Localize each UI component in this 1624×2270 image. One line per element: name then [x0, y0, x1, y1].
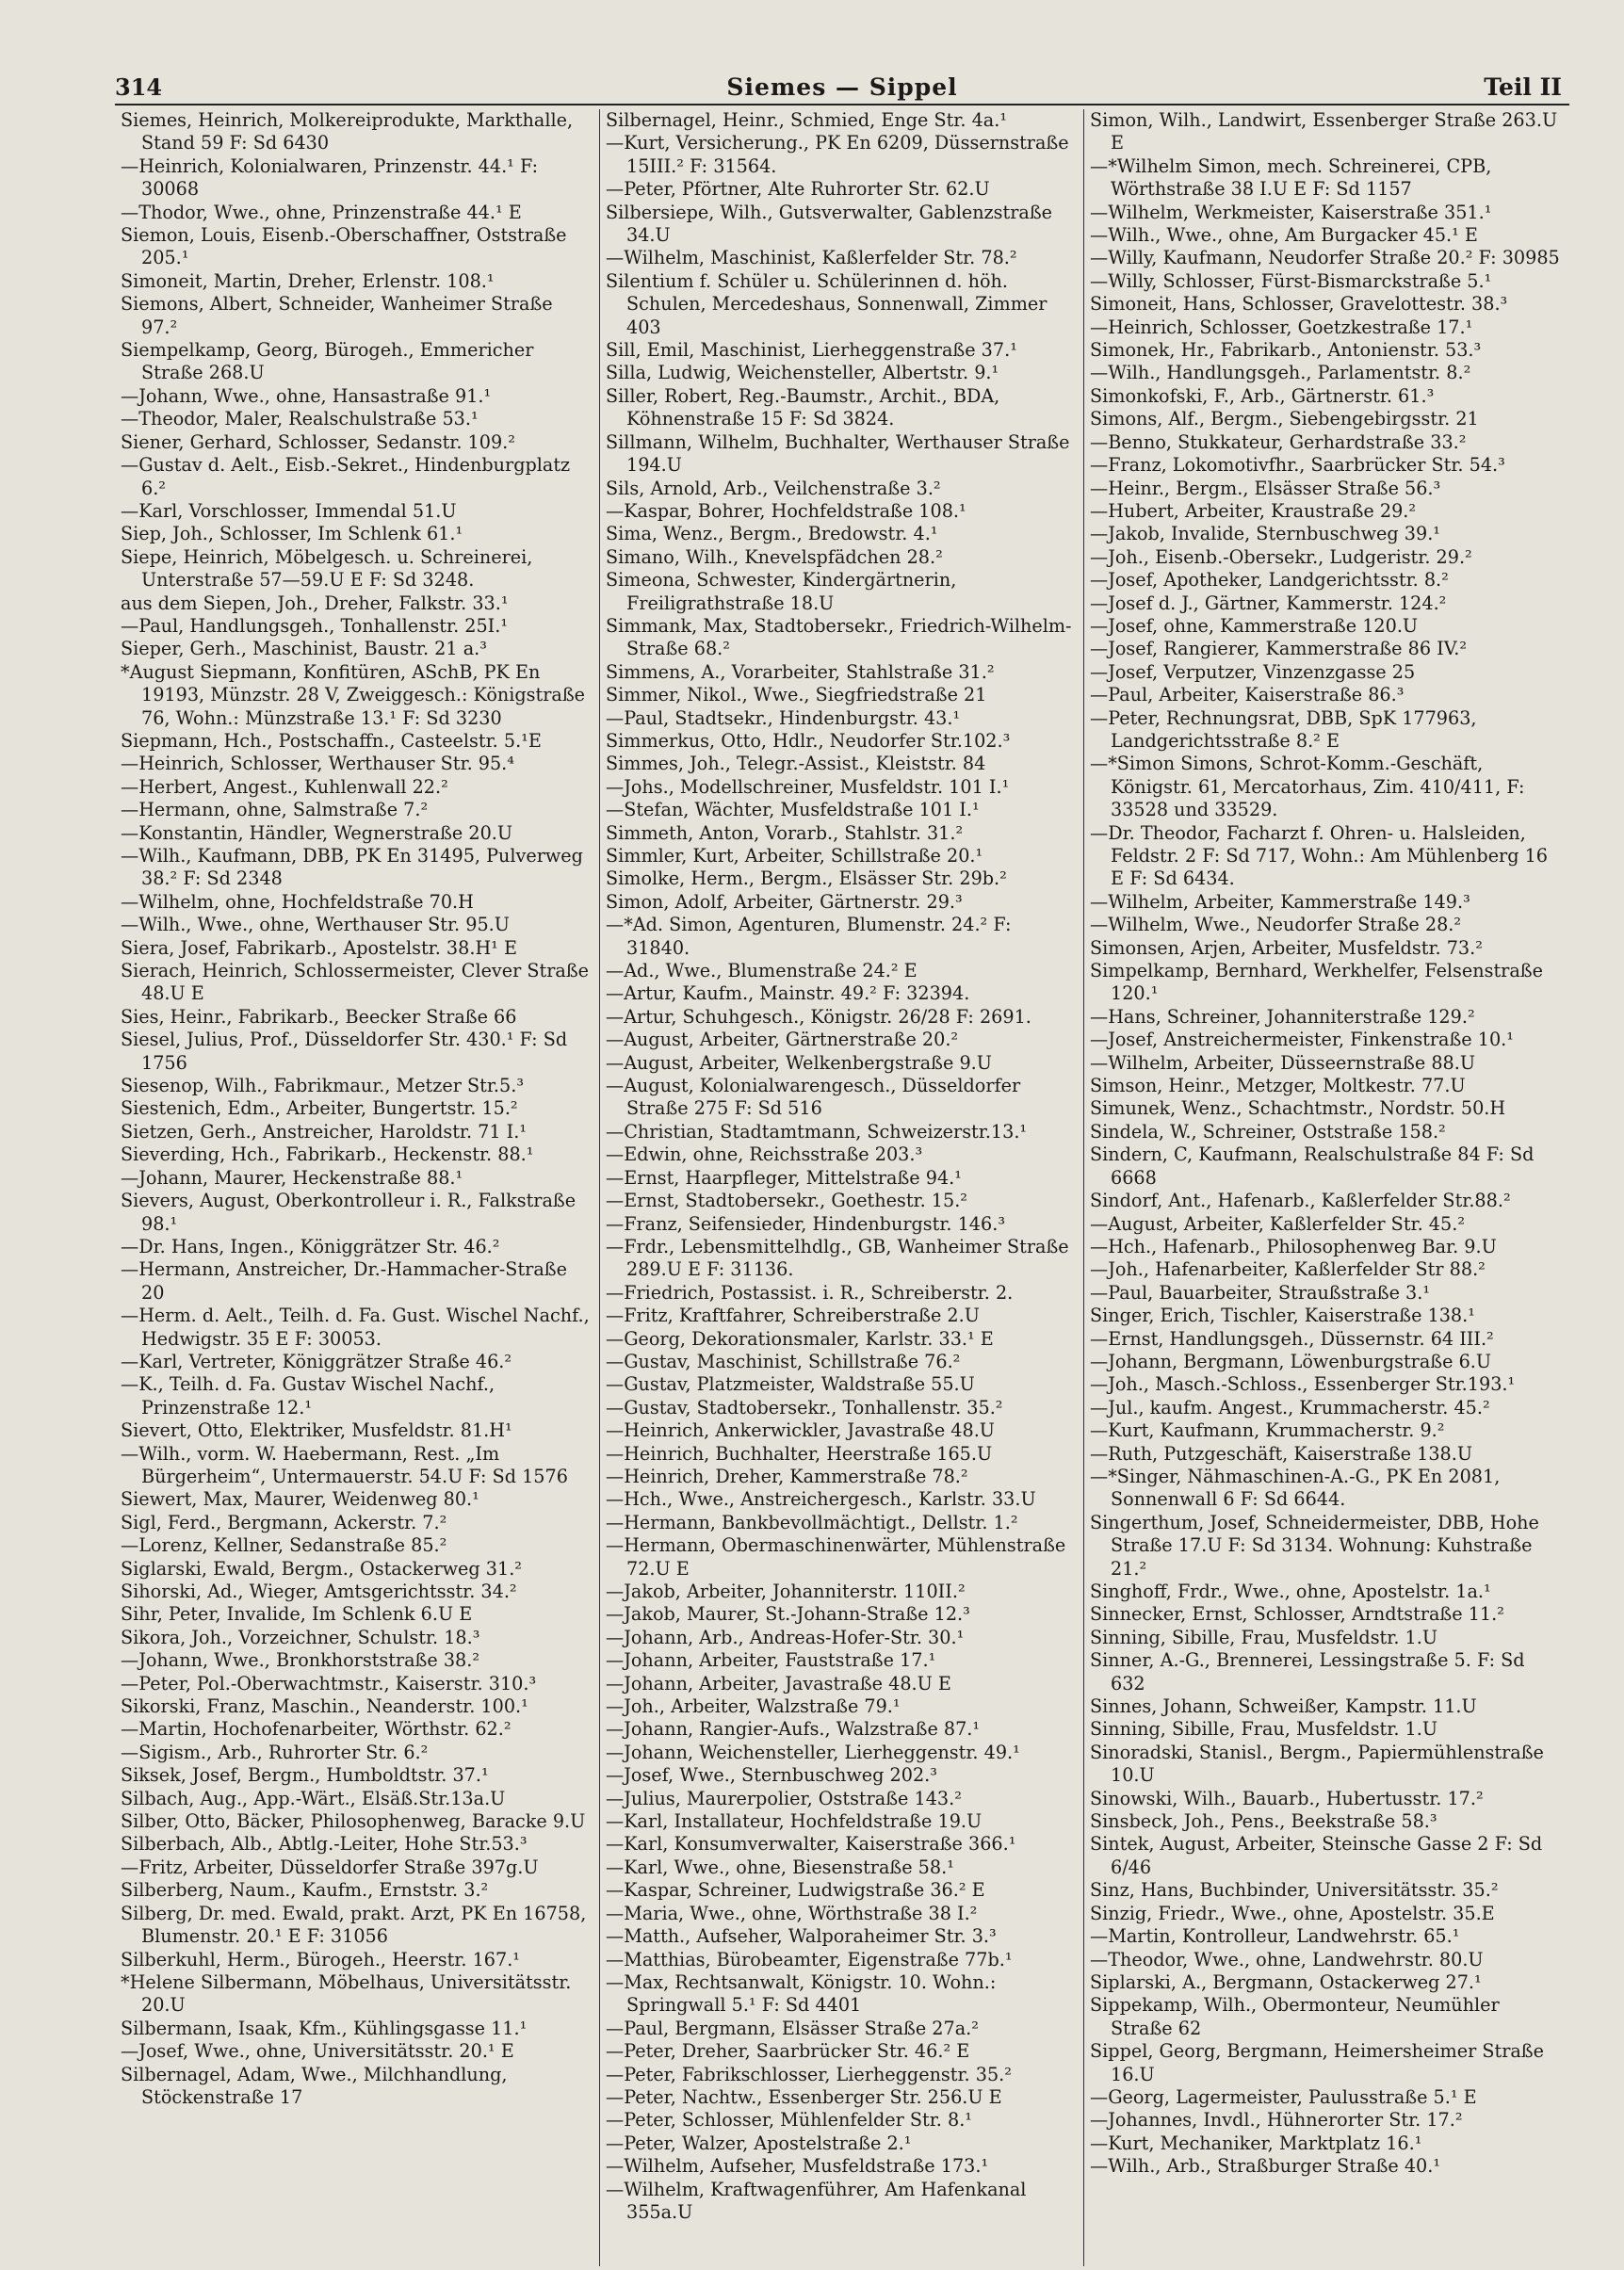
directory-entry: —Frdr., Lebensmittelhdlg., GB, Wanheimer Straße 289.U E F: 31136. — [606, 1235, 1069, 1281]
directory-entry: Silbersiepe, Wilh., Gutsverwalter, Gablenzstraße 34.U — [606, 201, 1052, 247]
directory-entry: —Joh., Arbeiter, Walzstraße 79.¹ — [606, 1695, 901, 1718]
columns — [115, 109, 1569, 2266]
directory-entry: —Wilhelm, Wwe., Neudorfer Straße 28.² — [1090, 914, 1462, 936]
directory-entry: —Johannes, Invdl., Hühnerorter Str. 17.² — [1090, 2109, 1463, 2132]
directory-entry: —*Ad. Simon, Agenturen, Blumenstr. 24.² F: 31840. — [606, 914, 1012, 959]
directory-entry: Simmank, Max, Stadtobersekr., Friedrich-Wilhelm-Straße 68.² — [606, 614, 1072, 660]
directory-entry: Siller, Robert, Reg.-Baumstr., Archit., BDA, Köhnenstraße 15 F: Sd 3824. — [606, 384, 1000, 430]
directory-entry: Sippel, Georg, Bergmann, Heimersheimer Straße 16.U — [1090, 2040, 1544, 2085]
directory-entry: —Wilhelm, ohne, Hochfeldstraße 70.H — [121, 890, 474, 913]
directory-entry: *August Siepmann, Konfitüren, ASchB, PK En 19193, Münzstr. 28 V, Zweiggesch.: Königstraße 76, Wohn.: Münzstraße 13.¹ F: Sd 3230 — [121, 660, 586, 729]
directory-entry: Siemon, Louis, Eisenb.-Oberschaffner, Oststraße 205.¹ — [121, 224, 567, 269]
directory-entry: Sils, Arnold, Arb., Veilchenstraße 3.² — [606, 477, 941, 499]
directory-entry: Singhoff, Frdr., Wwe., ohne, Apostelstr. 1a.¹ — [1090, 1581, 1491, 1602]
directory-entry: —Peter, Rechnungsrat, DBB, SpK 177963, Landgerichtsstraße 8.² E — [1090, 706, 1477, 752]
directory-entry: —Artur, Kaufm., Mainstr. 49.² F: 32394. — [606, 982, 970, 1005]
directory-entry: —Georg, Dekorationsmaler, Karlstr. 33.¹ E — [606, 1327, 994, 1350]
directory-entry: —Matthias, Bürobeamter, Eigenstraße 77b.¹ — [606, 1948, 1013, 1970]
directory-entry: —Paul, Bauarbeiter, Straußstraße 3.¹ — [1090, 1281, 1431, 1304]
directory-entry: —Edwin, ohne, Reichsstraße 203.³ — [606, 1143, 923, 1166]
directory-entry: —Matth., Aufseher, Walporaheimer Str. 3.³ — [606, 1925, 997, 1948]
directory-entry: aus dem Siepen, Joh., Dreher, Falkstr. 33.¹ — [121, 592, 509, 614]
directory-entry: —Lorenz, Kellner, Sedanstraße 85.² — [121, 1534, 447, 1557]
directory-entry: Singer, Erich, Tischler, Kaiserstraße 138.¹ — [1090, 1305, 1475, 1327]
directory-entry: —Kurt, Mechaniker, Marktplatz 16.¹ — [1090, 2132, 1422, 2154]
directory-entry: —Josef, Wwe., Sternbuschweg 202.³ — [606, 1764, 937, 1787]
directory-entry: —Heinrich, Kolonialwaren, Prinzenstr. 44.¹ F: 30068 — [121, 154, 539, 201]
directory-entry: Silentium f. Schüler u. Schülerinnen d. höh. Schulen, Mercedeshaus, Sonnenwall, Zimmer 403 — [606, 269, 1047, 338]
directory-entry: Silbernagel, Heinr., Schmied, Enge Str. 4a.¹ — [606, 109, 1008, 131]
directory-entry: —Kaspar, Schreiner, Ludwigstraße 36.² E — [606, 1879, 985, 1902]
directory-entry: —Johs., Modellschreiner, Musfeldstr. 101 I.¹ — [606, 775, 1010, 798]
directory-entry: —Joh., Hafenarbeiter, Kaßlerfelder Str 88.² — [1090, 1258, 1486, 1281]
directory-entry: —Johann, Bergmann, Löwenburgstraße 6.U — [1090, 1350, 1492, 1372]
directory-entry: —Heinrich, Schlosser, Werthauser Str. 95.⁴ — [121, 753, 514, 775]
directory-entry: —Artur, Schuhgesch., Königstr. 26/28 F: 2691. — [606, 1005, 1031, 1028]
directory-entry: —Jul., kaufm. Angest., Krummacherstr. 45.² — [1090, 1396, 1490, 1419]
directory-entry: —Wilhelm, Arbeiter, Düsseernstraße 88.U — [1090, 1051, 1476, 1074]
directory-entry: —Herm. d. Aelt., Teilh. d. Fa. Gust. Wischel Nachf., Hedwigstr. 35 E F: 30053. — [121, 1305, 590, 1350]
directory-entry: Simunek, Wenz., Schachtmstr., Nordstr. 50.H — [1090, 1097, 1506, 1120]
directory-entry: Simpelkamp, Bernhard, Werkhelfer, Felsenstraße 120.¹ — [1090, 960, 1543, 1005]
directory-entry: —Martin, Kontrolleur, Landwehrstr. 65.¹ — [1090, 1925, 1460, 1948]
directory-entry: Siepe, Heinrich, Möbelgesch. u. Schreinerei, Unterstraße 57—59.U E F: Sd 3248. — [121, 545, 533, 592]
running-title: Siemes — Sippel — [726, 73, 958, 101]
directory-entry: —Wilh., Wwe., ohne, Am Burgacker 45.¹ E — [1090, 224, 1478, 247]
directory-entry: —August, Arbeiter, Kaßlerfelder Str. 45.² — [1090, 1212, 1466, 1235]
directory-entry: —August, Arbeiter, Gärtnerstraße 20.² — [606, 1029, 959, 1051]
directory-entry: —Johann, Maurer, Heckenstraße 88.¹ — [121, 1166, 463, 1189]
directory-entry: —Willy, Schlosser, Fürst-Bismarckstraße 5.¹ — [1090, 269, 1492, 292]
directory-entry: —Peter, Fabrikschlosser, Lierheggenstr. 35.² — [606, 2063, 1012, 2085]
directory-entry: Sihr, Peter, Invalide, Im Schlenk 6.U E — [121, 1603, 473, 1626]
column-right — [1083, 109, 1567, 2266]
directory-entry: Siener, Gerhard, Schlosser, Sedanstr. 109.² — [121, 430, 515, 453]
directory-entry: —Hermann, Bankbevollmächtigt., Dellstr. 1.² — [606, 1511, 1018, 1533]
directory-entry: —August, Kolonialwarengesch., Düsseldorfer Straße 275 F: Sd 516 — [606, 1075, 1021, 1120]
directory-entry: Simolke, Herm., Bergm., Elsässer Str. 29b.² — [606, 867, 1007, 890]
directory-entry: Silberg, Dr. med. Ewald, prakt. Arzt, PK En 16758, Blumenstr. 20.¹ E F: 31056 — [121, 1902, 587, 1948]
directory-entry: Siesenop, Wilh., Fabrikmaur., Metzer Str.5.³ — [121, 1075, 525, 1097]
directory-entry: —Johann, Rangier-Aufs., Walzstraße 87.¹ — [606, 1718, 981, 1741]
directory-entry: Sippekamp, Wilh., Obermonteur, Neumühler Straße 62 — [1090, 1994, 1500, 2039]
directory-entry: —Paul, Handlungsgeh., Tonhallenstr. 25I.¹ — [121, 614, 509, 637]
directory-entry: —Benno, Stukkateur, Gerhardstraße 33.² — [1090, 430, 1467, 453]
directory-entry: —Theodor, Maler, Realschulstraße 53.¹ — [121, 408, 479, 430]
directory-entry: —Hermann, ohne, Salmstraße 7.² — [121, 799, 429, 821]
directory-entry: Sievert, Otto, Elektriker, Musfeldstr. 81.H¹ — [121, 1419, 512, 1442]
directory-entry: Siep, Joh., Schlosser, Im Schlenk 61.¹ — [121, 523, 463, 545]
directory-entry: Siestenich, Edm., Arbeiter, Bungertstr. 15.² — [121, 1097, 518, 1120]
directory-entry: —Ernst, Stadtobersekr., Goethestr. 15.² — [606, 1190, 968, 1212]
directory-entry: —Wilhelm, Arbeiter, Kammerstraße 149.³ — [1090, 890, 1470, 913]
directory-entry: —Ernst, Haarpfleger, Mittelstraße 94.¹ — [606, 1166, 962, 1189]
directory-entry: —Franz, Seifensieder, Hindenburgstr. 146.³ — [606, 1212, 1006, 1235]
directory-entry: —Wilhelm, Maschinist, Kaßlerfelder Str. 78.² — [606, 247, 1017, 269]
directory-entry: —Johann, Arb., Andreas-Hofer-Str. 30.¹ — [606, 1626, 965, 1648]
directory-entry: —August, Arbeiter, Welkenbergstraße 9.U — [606, 1051, 992, 1074]
directory-entry: Simmens, A., Vorarbeiter, Stahlstraße 31.² — [606, 660, 995, 683]
directory-entry: Sillmann, Wilhelm, Buchhalter, Werthauser Straße 194.U — [606, 430, 1070, 477]
part-label: Teil II — [1484, 73, 1562, 101]
directory-entry: Sinzig, Friedr., Wwe., ohne, Apostelstr. 35.E — [1090, 1902, 1495, 1924]
directory-entry: Sihorski, Ad., Wieger, Amtsgerichtsstr. 34.² — [121, 1581, 517, 1602]
directory-entry: Sies, Heinr., Fabrikarb., Beecker Straße 66 — [121, 1005, 517, 1028]
directory-entry: Siksek, Josef, Bergm., Humboldtstr. 37.¹ — [121, 1764, 489, 1787]
directory-entry: —Wilh., Kaufmann, DBB, PK En 31495, Pulverweg 38.² F: Sd 2348 — [121, 845, 583, 890]
directory-entry: —Paul, Arbeiter, Kaiserstraße 86.³ — [1090, 684, 1405, 706]
directory-entry: Simons, Alf., Bergm., Siebengebirgsstr. 21 — [1090, 408, 1479, 430]
column-left — [115, 109, 599, 2266]
directory-entry: —Wilh., Handlungsgeh., Parlamentstr. 8.² — [1090, 362, 1471, 384]
directory-entry: Sievers, August, Oberkontrolleur i. R., Falkstraße 98.¹ — [121, 1190, 577, 1235]
directory-entry: —Heinrich, Schlosser, Goetzkestraße 17.¹ — [1090, 316, 1473, 338]
directory-entry: Simonkofski, F., Arb., Gärtnerstr. 61.³ — [1090, 384, 1435, 407]
directory-entry: —Joh., Eisenb.-Obersekr., Ludgeristr. 29.² — [1090, 545, 1472, 568]
directory-entry: —Kurt, Kaufmann, Krummacherstr. 9.² — [1090, 1419, 1445, 1442]
directory-entry: —Hubert, Arbeiter, Kraustraße 29.² — [1090, 499, 1417, 522]
directory-entry: —Joh., Masch.-Schloss., Essenberger Str.193.¹ — [1090, 1373, 1516, 1396]
directory-entry: Simson, Heinr., Metzger, Moltkestr. 77.U — [1090, 1075, 1466, 1097]
directory-entry: Sigl, Ferd., Bergmann, Ackerstr. 7.² — [121, 1511, 447, 1533]
directory-entry: Sindela, W., Schreiner, Oststraße 158.² — [1090, 1120, 1446, 1143]
directory-entry: —Wilh., Wwe., ohne, Werthauser Str. 95.U — [121, 914, 510, 936]
directory-entry: —Herbert, Angest., Kuhlenwall 22.² — [121, 775, 448, 798]
directory-entry: —Wilh., vorm. W. Haebermann, Rest. „Im Bürgerheim“, Untermauerstr. 54.U F: Sd 1576 — [121, 1442, 568, 1487]
directory-entry: —*Simon Simons, Schrot-Komm.-Geschäft, Königstr. 61, Mercatorhaus, Zim. 410/411, F: 33528 und 33529. — [1090, 753, 1525, 821]
directory-entry: Siemes, Heinrich, Molkereiprodukte, Markthalle, Stand 59 F: Sd 6430 — [121, 109, 574, 154]
directory-entry: Sintek, August, Arbeiter, Steinsche Gasse 2 F: Sd 6/46 — [1090, 1833, 1543, 1878]
directory-entry: Siplarski, A., Bergmann, Ostackerweg 27.¹ — [1090, 1970, 1482, 1993]
directory-entry: —Hans, Schreiner, Johanniterstraße 129.² — [1090, 1005, 1475, 1028]
directory-entry: —Karl, Wwe., ohne, Biesenstraße 58.¹ — [606, 1856, 954, 1878]
directory-entry: —Peter, Walzer, Apostelstraße 2.¹ — [606, 2132, 912, 2154]
directory-entry: —Josef, Wwe., ohne, Universitätsstr. 20.¹ E — [121, 2040, 514, 2063]
directory-entry: Siepmann, Hch., Postschaffn., Casteelstr. 5.¹E — [121, 729, 542, 752]
directory-entry: —Wilhelm, Kraftwagenführer, Am Hafenkanal 355a.U — [606, 2178, 1027, 2223]
directory-entry: —Gustav, Stadtobersekr., Tonhallenstr. 35.² — [606, 1396, 1003, 1419]
directory-entry: —Heinrich, Buchhalter, Heerstraße 165.U — [606, 1442, 993, 1465]
directory-entry: —Wilhelm, Werkmeister, Kaiserstraße 351.¹ — [1090, 201, 1492, 223]
directory-entry: Silberberg, Naum., Kaufm., Ernststr. 3.² — [121, 1879, 489, 1902]
directory-entry: Sinsbeck, Joh., Pens., Beekstraße 58.³ — [1090, 1810, 1437, 1833]
directory-entry: —Heinr., Bergm., Elsässer Straße 56.³ — [1090, 477, 1441, 499]
directory-entry: Sill, Emil, Maschinist, Lierheggenstraße 37.¹ — [606, 339, 1017, 362]
directory-entry: —K., Teilh. d. Fa. Gustav Wischel Nachf., Prinzenstraße 12.¹ — [121, 1373, 495, 1419]
directory-entry: —Paul, Bergmann, Elsässer Straße 27a.² — [606, 2017, 979, 2039]
directory-entry: Siglarski, Ewald, Bergm., Ostackerweg 31.² — [121, 1557, 523, 1580]
directory-entry: —Johann, Weichensteller, Lierheggenstr. 49.¹ — [606, 1741, 1020, 1763]
directory-entry: Silbermann, Isaak, Kfm., Kühlingsgasse 11.¹ — [121, 2017, 528, 2039]
directory-entry: Siempelkamp, Georg, Bürogeh., Emmericher Straße 268.U — [121, 339, 534, 384]
directory-entry: Silbernagel, Adam, Wwe., Milchhandlung, Stöckenstraße 17 — [121, 2063, 508, 2108]
directory-entry: Singerthum, Josef, Schneidermeister, DBB, Hohe Straße 17.U F: Sd 3134. Wohnung: Kuhstraße 21.² — [1090, 1511, 1539, 1580]
directory-entry: Simon, Adolf, Arbeiter, Gärtnerstr. 29.³ — [606, 890, 963, 913]
directory-entry: —Gustav, Maschinist, Schillstraße 76.² — [606, 1350, 961, 1372]
directory-entry: —Peter, Dreher, Saarbrücker Str. 46.² E — [606, 2040, 970, 2063]
directory-entry: —Josef, Verputzer, Vinzenzgasse 25 — [1090, 660, 1416, 683]
directory-entry: Sieverding, Hch., Fabrikarb., Heckenstr. 88.¹ — [121, 1143, 534, 1166]
directory-entry: —Josef, Anstreichermeister, Finkenstraße 10.¹ — [1090, 1029, 1514, 1051]
directory-entry: —Josef d. J., Gärtner, Kammerstr. 124.² — [1090, 592, 1447, 614]
directory-entry: Sindern, C, Kaufmann, Realschulstraße 84 F: Sd 6668 — [1090, 1143, 1535, 1189]
directory-entry: Silber, Otto, Bäcker, Philosophenweg, Baracke 9.U — [121, 1810, 586, 1833]
directory-entry: —Hch., Wwe., Anstreichergesch., Karlstr. 33.U — [606, 1488, 1036, 1511]
directory-entry: —Karl, Vertreter, Königgrätzer Straße 46.² — [121, 1350, 512, 1372]
directory-entry: —Johann, Wwe., ohne, Hansastraße 91.¹ — [121, 384, 492, 407]
directory-entry: —Peter, Pol.-Oberwachtmstr., Kaiserstr. 310.³ — [121, 1672, 537, 1694]
directory-entry: —Christian, Stadtamtmann, Schweizerstr.13.¹ — [606, 1120, 1028, 1143]
directory-entry: —Karl, Konsumverwalter, Kaiserstraße 366.¹ — [606, 1833, 1016, 1856]
directory-entry: —Josef, Apotheker, Landgerichtsstr. 8.² — [1090, 569, 1449, 592]
column-middle — [599, 109, 1083, 2266]
directory-entry: —Georg, Lagermeister, Paulusstraße 5.¹ E — [1090, 2085, 1477, 2108]
directory-entry: Sieper, Gerh., Maschinist, Baustr. 21 a.³ — [121, 638, 487, 660]
directory-entry: —Hermann, Obermaschinenwärter, Mühlenstraße 72.U E — [606, 1534, 1066, 1580]
directory-entry: Siewert, Max, Maurer, Weidenweg 80.¹ — [121, 1488, 479, 1511]
directory-entry: —Martin, Hochofenarbeiter, Wörthstr. 62.² — [121, 1718, 512, 1741]
directory-entry: —Gustav d. Aelt., Eisb.-Sekret., Hindenburgplatz 6.² — [121, 454, 571, 499]
directory-entry: —Gustav, Platzmeister, Waldstraße 55.U — [606, 1373, 975, 1396]
directory-entry: —Josef, Rangierer, Kammerstraße 86 IV.² — [1090, 638, 1468, 660]
directory-entry: Simmerkus, Otto, Hdlr., Neudorfer Str.102.³ — [606, 729, 1011, 752]
directory-entry: —Fritz, Arbeiter, Düsseldorfer Straße 397g.U — [121, 1856, 539, 1878]
directory-entry: —Paul, Stadtsekr., Hindenburgstr. 43.¹ — [606, 706, 961, 729]
directory-entry: —Josef, ohne, Kammerstraße 120.U — [1090, 614, 1419, 637]
directory-entry: Sikora, Joh., Vorzeichner, Schulstr. 18.³ — [121, 1626, 480, 1648]
directory-entry: —*Singer, Nähmaschinen-A.-G., PK En 2081, Sonnenwall 6 F: Sd 6644. — [1090, 1465, 1501, 1511]
directory-entry: —Peter, Pförtner, Alte Ruhrorter Str. 62.U — [606, 178, 990, 201]
directory-entry: —Max, Rechtsanwalt, Königstr. 10. Wohn.: Springwall 5.¹ F: Sd 4401 — [606, 1970, 997, 2017]
directory-entry: —Julius, Maurerpolier, Oststraße 143.² — [606, 1787, 962, 1809]
directory-entry: Silberkuhl, Herm., Bürogeh., Heerstr. 167.¹ — [121, 1948, 520, 1970]
directory-entry: Sindorf, Ant., Hafenarb., Kaßlerfelder Str.88.² — [1090, 1190, 1511, 1212]
directory-entry: Sierach, Heinrich, Schlossermeister, Clever Straße 48.U E — [121, 960, 590, 1005]
directory-entry: —Johann, Arbeiter, Fauststraße 17.¹ — [606, 1649, 936, 1672]
directory-entry: —Heinrich, Dreher, Kammerstraße 78.² — [606, 1465, 968, 1487]
directory-entry: —Hermann, Anstreicher, Dr.-Hammacher-Straße 20 — [121, 1258, 567, 1304]
directory-entry: Siemons, Albert, Schneider, Wanheimer Straße 97.² — [121, 293, 553, 338]
directory-entry: Sinnecker, Ernst, Schlosser, Arndtstraße 11.² — [1090, 1603, 1504, 1626]
directory-entry: —Wilh., Arb., Straßburger Straße 40.¹ — [1090, 2155, 1441, 2178]
directory-entry: Simmer, Nikol., Wwe., Siegfriedstraße 21 — [606, 684, 987, 706]
directory-entry: *Helene Silbermann, Möbelhaus, Universitätsstr. 20.U — [121, 1970, 572, 2017]
page-number: 314 — [115, 73, 163, 101]
directory-entry: Sietzen, Gerh., Anstreicher, Haroldstr. 71 I.¹ — [121, 1120, 528, 1143]
directory-entry: Simonek, Hr., Fabrikarb., Antonienstr. 53.³ — [1090, 339, 1482, 362]
directory-entry: —Jakob, Arbeiter, Johanniterstr. 110II.² — [606, 1581, 966, 1602]
directory-entry: Siera, Josef, Fabrikarb., Apostelstr. 38.H¹ E — [121, 936, 517, 959]
directory-entry: Sima, Wenz., Bergm., Bredowstr. 4.¹ — [606, 523, 938, 545]
page-header — [115, 66, 1569, 105]
directory-entry: —Ruth, Putzgeschäft, Kaiserstraße 138.U — [1090, 1442, 1473, 1465]
directory-entry: Simeona, Schwester, Kindergärtnerin, Freiligrathstraße 18.U — [606, 569, 957, 614]
directory-entry: —Kurt, Versicherung., PK En 6209, Düssernstraße 15III.² F: 31564. — [606, 132, 1069, 177]
directory-entry: —Peter, Schlosser, Mühlenfelder Str. 8.¹ — [606, 2109, 972, 2132]
directory-entry: Simano, Wilh., Knevelspfädchen 28.² — [606, 545, 943, 568]
directory-entry: Sinoradski, Stanisl., Bergm., Papiermühlenstraße 10.U — [1090, 1741, 1544, 1787]
directory-entry: —Stefan, Wächter, Musfeldstraße 101 I.¹ — [606, 799, 980, 821]
directory-entry: —Theodor, Wwe., ohne, Landwehrstr. 80.U — [1090, 1948, 1484, 1970]
directory-entry: Simoneit, Martin, Dreher, Erlenstr. 108.¹ — [121, 269, 495, 292]
directory-entry: —Heinrich, Ankerwickler, Javastraße 48.U — [606, 1419, 995, 1442]
directory-entry: Sinning, Sibille, Frau, Musfeldstr. 1.U — [1090, 1626, 1438, 1648]
directory-entry: Sinowski, Wilh., Bauarb., Hubertusstr. 17.² — [1090, 1787, 1484, 1809]
directory-entry: —Wilhelm, Aufseher, Musfeldstraße 173.¹ — [606, 2155, 989, 2178]
directory-entry: —Peter, Nachtw., Essenberger Str. 256.U E — [606, 2085, 1002, 2108]
directory-entry: —Johann, Wwe., Bronkhorststraße 38.² — [121, 1649, 480, 1672]
directory-entry: —Dr. Hans, Ingen., Königgrätzer Str. 46.² — [121, 1235, 500, 1257]
directory-entry: Simonsen, Arjen, Arbeiter, Musfeldstr. 73.² — [1090, 936, 1483, 959]
directory-entry: —Karl, Vorschlosser, Immendal 51.U — [121, 499, 457, 522]
directory-entry: —Fritz, Kraftfahrer, Schreiberstraße 2.U — [606, 1305, 980, 1327]
directory-entry: —Karl, Installateur, Hochfeldstraße 19.U — [606, 1810, 983, 1833]
directory-entry: Sinz, Hans, Buchbinder, Universitätsstr. 35.² — [1090, 1879, 1499, 1902]
directory-entry: Simmes, Joh., Telegr.-Assist., Kleiststr. 84 — [606, 753, 986, 775]
directory-entry: —Franz, Lokomotivfhr., Saarbrücker Str. 54.³ — [1090, 454, 1505, 477]
directory-entry: —Jakob, Invalide, Sternbuschweg 39.¹ — [1090, 523, 1441, 545]
directory-entry: —Thodor, Wwe., ohne, Prinzenstraße 44.¹ E — [121, 201, 522, 223]
directory-entry: Silla, Ludwig, Weichensteller, Albertstr. 9.¹ — [606, 362, 999, 384]
directory-entry: Simon, Wilh., Landwirt, Essenberger Straße 263.U E — [1090, 109, 1558, 154]
directory-entry: —Maria, Wwe., ohne, Wörthstraße 38 I.² — [606, 1902, 978, 1924]
directory-entry: Simmler, Kurt, Arbeiter, Schillstraße 20.¹ — [606, 845, 983, 867]
directory-entry: —Konstantin, Händler, Wegnerstraße 20.U — [121, 821, 513, 844]
directory-entry: —Friedrich, Postassist. i. R., Schreiberstr. 2. — [606, 1281, 1014, 1304]
directory-entry: —Dr. Theodor, Facharzt f. Ohren- u. Halsleiden, Feldstr. 2 F: Sd 717, Wohn.: Am Mühlenberg 16 E F: Sd 6434. — [1090, 821, 1549, 890]
directory-entry: —*Wilhelm Simon, mech. Schreinerei, CPB, Wörthstraße 38 I.U E F: Sd 1157 — [1090, 154, 1492, 201]
directory-entry: Siesel, Julius, Prof., Düsseldorfer Str. 430.¹ F: Sd 1756 — [121, 1029, 568, 1074]
directory-entry: —Sigism., Arb., Ruhrorter Str. 6.² — [121, 1741, 429, 1763]
directory-entry: Sinnes, Johann, Schweißer, Kampstr. 11.U — [1090, 1695, 1477, 1718]
directory-entry: —Ernst, Handlungsgeh., Düssernstr. 64 III.² — [1090, 1327, 1494, 1350]
directory-entry: —Willy, Kaufmann, Neudorfer Straße 20.² F: 30985 — [1090, 247, 1560, 269]
directory-entry: Sikorski, Franz, Maschin., Neanderstr. 100.¹ — [121, 1695, 528, 1718]
directory-entry: Sinner, A.-G., Brennerei, Lessingstraße 5. F: Sd 632 — [1090, 1649, 1525, 1694]
directory-entry: Simoneit, Hans, Schlosser, Gravelottestr. 38.³ — [1090, 293, 1508, 316]
directory-entry: —Jakob, Maurer, St.-Johann-Straße 12.³ — [606, 1603, 970, 1626]
directory-entry: —Hch., Hafenarb., Philosophenweg Bar. 9.U — [1090, 1235, 1497, 1257]
directory-entry: Sinning, Sibille, Frau, Musfeldstr. 1.U — [1090, 1718, 1438, 1741]
directory-entry: —Ad., Wwe., Blumenstraße 24.² E — [606, 960, 918, 982]
directory-entry: Silbach, Aug., App.-Wärt., Elsäß.Str.13a.U — [121, 1787, 506, 1809]
directory-entry: Simmeth, Anton, Vorarb., Stahlstr. 31.² — [606, 821, 964, 844]
directory-entry: Silberbach, Alb., Abtlg.-Leiter, Hohe Str.53.³ — [121, 1833, 528, 1856]
directory-entry: —Johann, Arbeiter, Javastraße 48.U E — [606, 1672, 951, 1694]
directory-entry: —Kaspar, Bohrer, Hochfeldstraße 108.¹ — [606, 499, 966, 522]
